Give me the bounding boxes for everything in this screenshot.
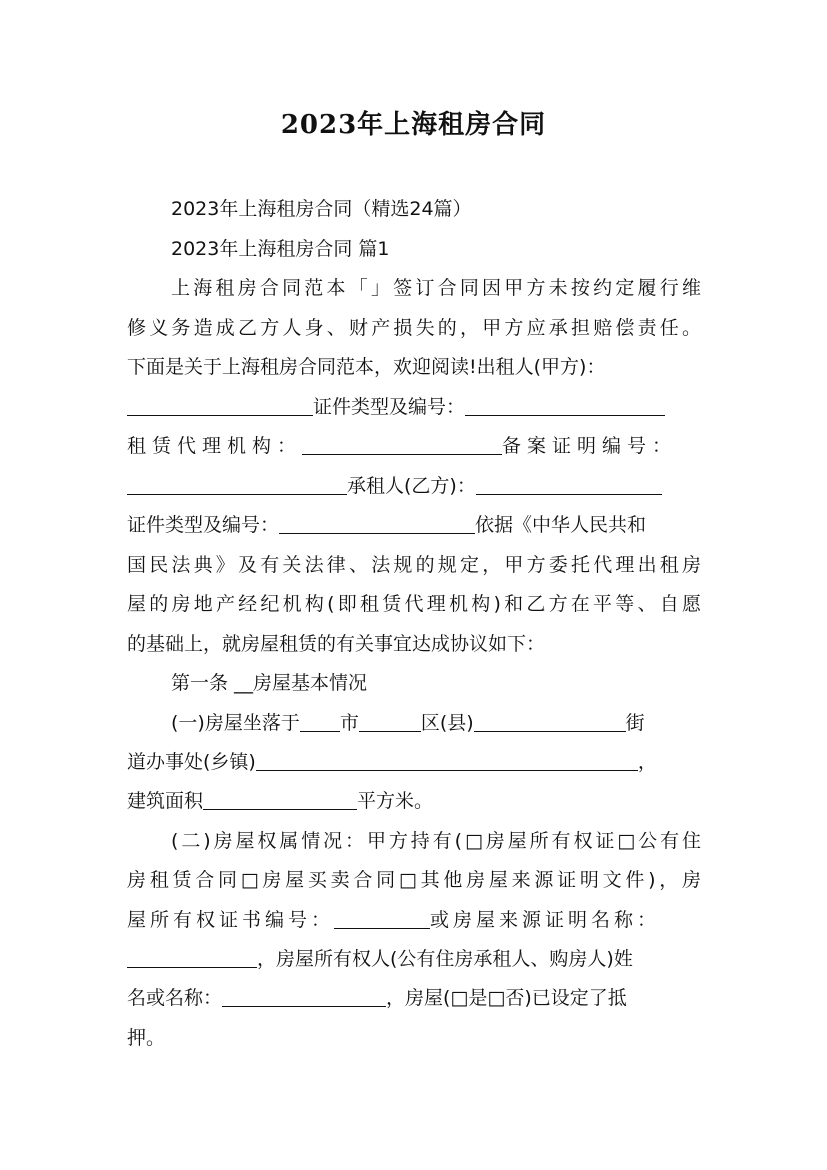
paragraph-line: 下面是关于上海租房合同范本，欢迎阅读!出租人(甲方)：	[127, 356, 606, 378]
field-label: 屋所有权证书编号：	[127, 909, 335, 931]
paragraph-line: 的基础上，就房屋租赁的有关事宜达成协议如下：	[127, 633, 546, 655]
blank-line	[222, 986, 386, 1007]
blank-line	[127, 474, 347, 495]
paragraph-line: 上海租房合同范本「」签订合同因甲方未按约定履行维	[171, 277, 701, 299]
form-line	[127, 745, 701, 779]
form-line	[127, 469, 701, 503]
form-line	[127, 784, 701, 818]
field-label: 备案证明编号：	[502, 435, 678, 457]
paragraph-line: 屋的房地产经纪机构(即租赁代理机构)和乙方在平等、自愿	[127, 593, 701, 615]
paragraph-line: 修义务造成乙方人身、财产损失的，甲方应承担赔偿责任。	[127, 317, 701, 339]
blank-line	[465, 395, 665, 416]
paragraph-text: 依据《中华人民共和	[475, 514, 647, 536]
blank-line	[203, 789, 357, 810]
paragraph-line: 房租赁合同□房屋买卖合同□其他房屋来源证明文件)，房	[127, 869, 701, 891]
field-label: 道办事处(乡镇)	[127, 751, 256, 773]
field-label: 证件类型及编号：	[127, 514, 280, 536]
paragraph-text: ，房屋所有权人(公有住房承租人、购房人)姓	[257, 948, 633, 970]
form-line	[127, 942, 701, 976]
blank-line	[279, 513, 475, 534]
field-label: ，	[637, 751, 657, 773]
form-line	[127, 903, 701, 937]
form-line	[127, 981, 701, 1015]
field-label: 名或名称：	[127, 987, 223, 1009]
field-label: 建筑面积	[127, 790, 204, 812]
blank-line	[127, 395, 313, 416]
field-label: 或房屋来源证明名称：	[430, 909, 661, 931]
article-heading: 第一条 __房屋基本情况	[171, 672, 368, 694]
form-line	[127, 390, 701, 424]
blank-line	[256, 750, 638, 771]
paragraph-text: ，房屋(□是□否)已设定了抵	[386, 987, 627, 1009]
form-line	[127, 508, 701, 542]
field-label: 区(县)	[420, 712, 474, 734]
form-line	[171, 706, 701, 740]
document-title: 2023年上海租房合同	[280, 110, 547, 140]
blank-line	[359, 711, 421, 732]
blank-line	[302, 434, 502, 455]
field-label: 平方米。	[357, 790, 434, 812]
field-label: 市	[339, 712, 359, 734]
blank-line	[474, 711, 626, 732]
blank-line	[476, 474, 662, 495]
field-label: 承租人(乙方)：	[347, 475, 476, 497]
field-label: 街	[625, 712, 645, 734]
section-title-line: 2023年上海租房合同 篇1	[171, 238, 390, 260]
blank-line	[127, 947, 257, 968]
field-label: (一)房屋坐落于	[171, 712, 300, 734]
field-label: 租赁代理机构：	[127, 435, 303, 457]
blank-line	[334, 908, 430, 929]
subtitle-line: 2023年上海租房合同（精选24篇）	[171, 198, 472, 220]
paragraph-line: 国民法典》及有关法律、法规的规定，甲方委托代理出租房	[127, 554, 701, 576]
blank-line	[300, 711, 340, 732]
form-line	[127, 429, 701, 463]
field-label: 证件类型及编号：	[313, 396, 466, 418]
paragraph-line: 押。	[127, 1027, 166, 1049]
paragraph-line: (二)房屋权属情况：甲方持有(□房屋所有权证□公有住	[171, 830, 701, 852]
